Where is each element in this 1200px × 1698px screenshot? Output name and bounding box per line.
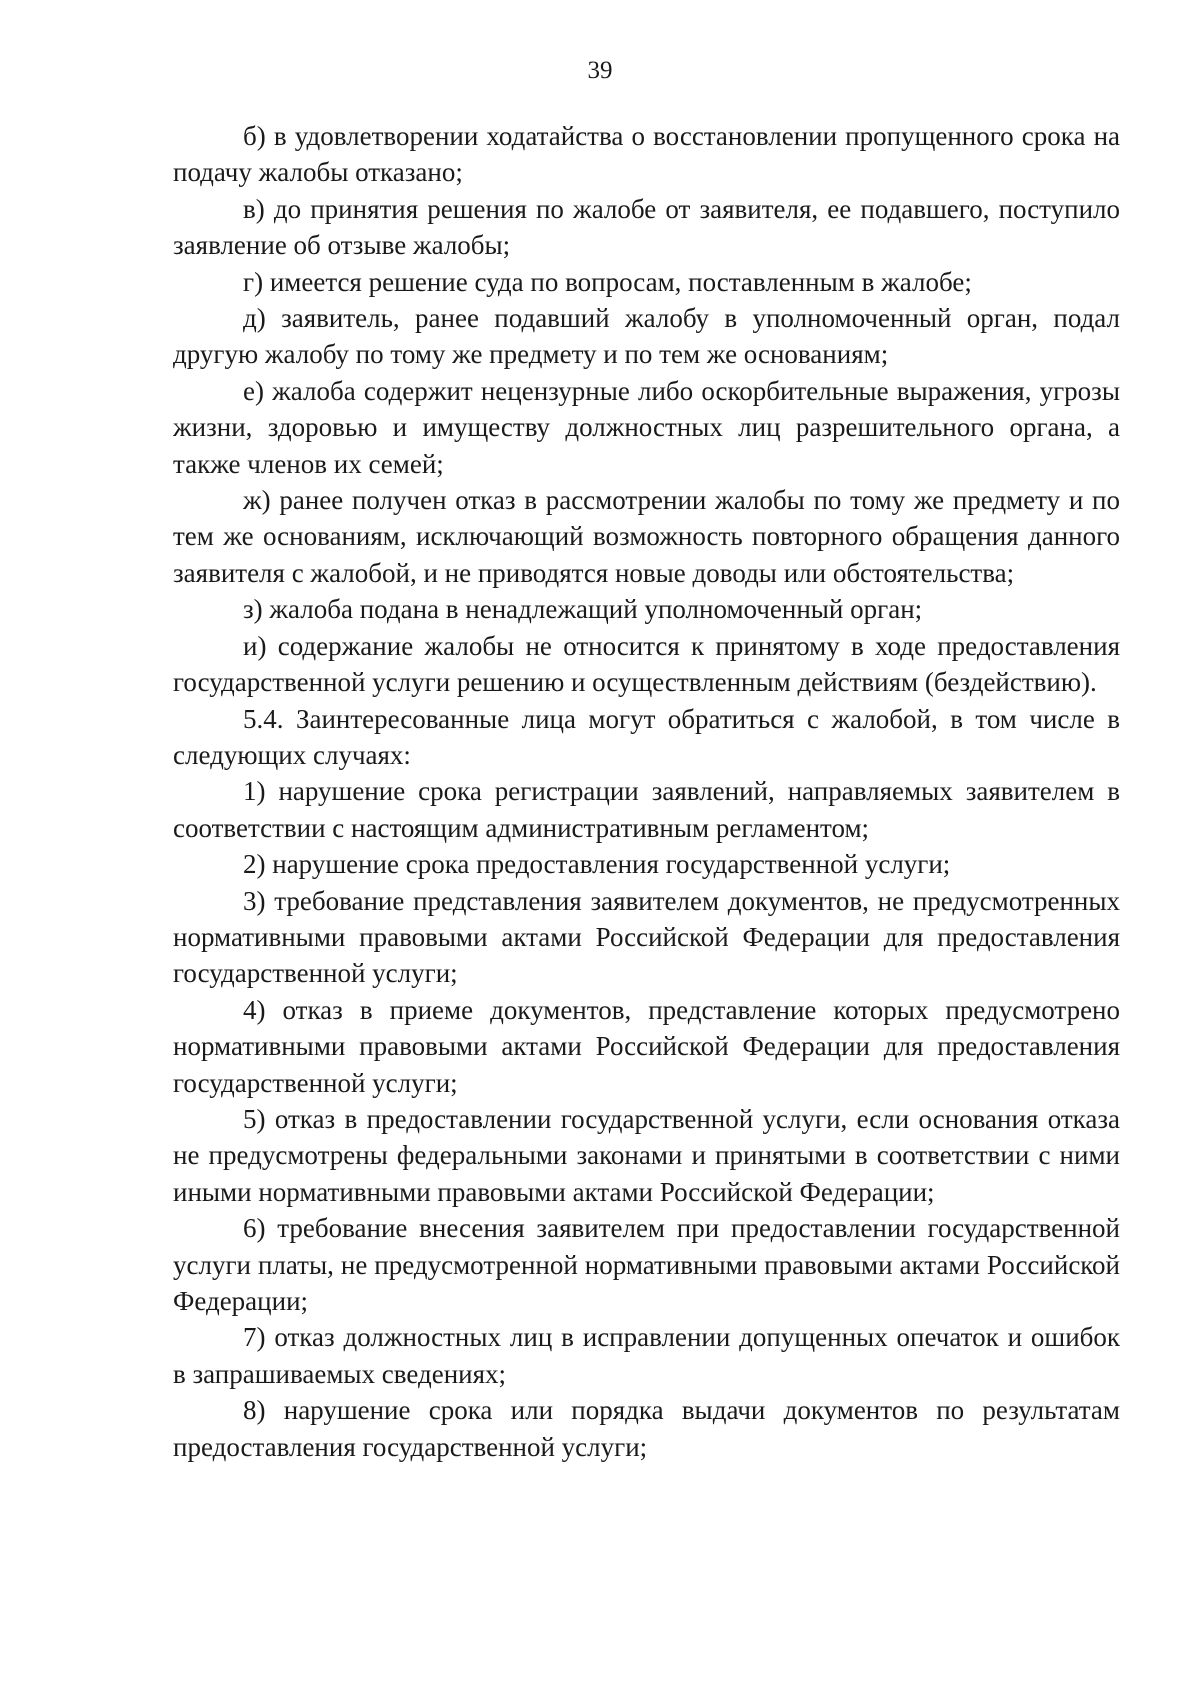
- paragraph-item-z: з) жалоба подана в ненадлежащий уполномоченный орган;: [243, 594, 923, 625]
- paragraph-item-i: и) содержание жалобы не относится к принятому в ходе предоставления государственной услуги решению и осуществленным действиям (бездействию).: [173, 630, 1120, 698]
- paragraph-item-zh: ж) ранее получен отказ в рассмотрении жалобы по тому же предмету и по тем же основаниям, исключающий возможность повторного обращения данного заявителя с жалобой, и не приводятся новые доводы или обстоятельства;: [173, 485, 1120, 588]
- paragraph-case-6: 6) требование внесения заявителем при предоставлении государственной услуги платы, не предусмотренной нормативными правовыми актами Российской Федерации;: [173, 1213, 1120, 1316]
- paragraph-case-7: 7) отказ должностных лиц в исправлении допущенных опечаток и ошибок в запрашиваемых сведениях;: [173, 1322, 1120, 1389]
- paragraph-case-8: 8) нарушение срока или порядка выдачи документов по результатам предоставления государственной услуги;: [173, 1395, 1120, 1462]
- paragraph-item-b: б) в удовлетворении ходатайства о восстановлении пропущенного срока на подачу жалобы отказано;: [173, 121, 1120, 188]
- paragraph-case-3: 3) требование представления заявителем документов, не предусмотренных нормативными правовыми актами Российской Федерации для предоставления государственной услуги;: [173, 885, 1120, 989]
- paragraph-item-v: в) до принятия решения по жалобе от заявителя, ее подавшего, поступило заявление об отзыве жалобы;: [173, 193, 1120, 261]
- document-body: [173, 118, 1120, 1465]
- paragraph-case-4: 4) отказ в приеме документов, представление которых предусмотрено нормативными правовыми актами Российской Федерации для предоставления государственной услуги;: [173, 994, 1120, 1098]
- page-number: 39: [587, 57, 613, 84]
- paragraph-section-5-4: 5.4. Заинтересованные лица могут обратиться с жалобой, в том числе в следующих случаях:: [173, 703, 1120, 770]
- paragraph-item-e: е) жалоба содержит нецензурные либо оскорбительные выражения, угрозы жизни, здоровью и имуществу должностных лиц разрешительного органа, а также членов их семей;: [173, 375, 1120, 479]
- paragraph-case-5: 5) отказ в предоставлении государственной услуги, если основания отказа не предусмотрены федеральными законами и принятыми в соответствии с ними иными нормативными правовыми актами Российской Федерации;: [173, 1103, 1120, 1207]
- paragraph-item-g: г) имеется решение суда по вопросам, поставленным в жалобе;: [243, 266, 972, 297]
- paragraph-case-2: 2) нарушение срока предоставления государственной услуги;: [243, 849, 951, 880]
- paragraph-case-1: 1) нарушение срока регистрации заявлений, направляемых заявителем в соответствии с настоящим административным регламентом;: [173, 776, 1120, 843]
- paragraph-item-d: д) заявитель, ранее подавший жалобу в уполномоченный орган, подал другую жалобу по тому же предмету и по тем же основаниям;: [173, 303, 1120, 370]
